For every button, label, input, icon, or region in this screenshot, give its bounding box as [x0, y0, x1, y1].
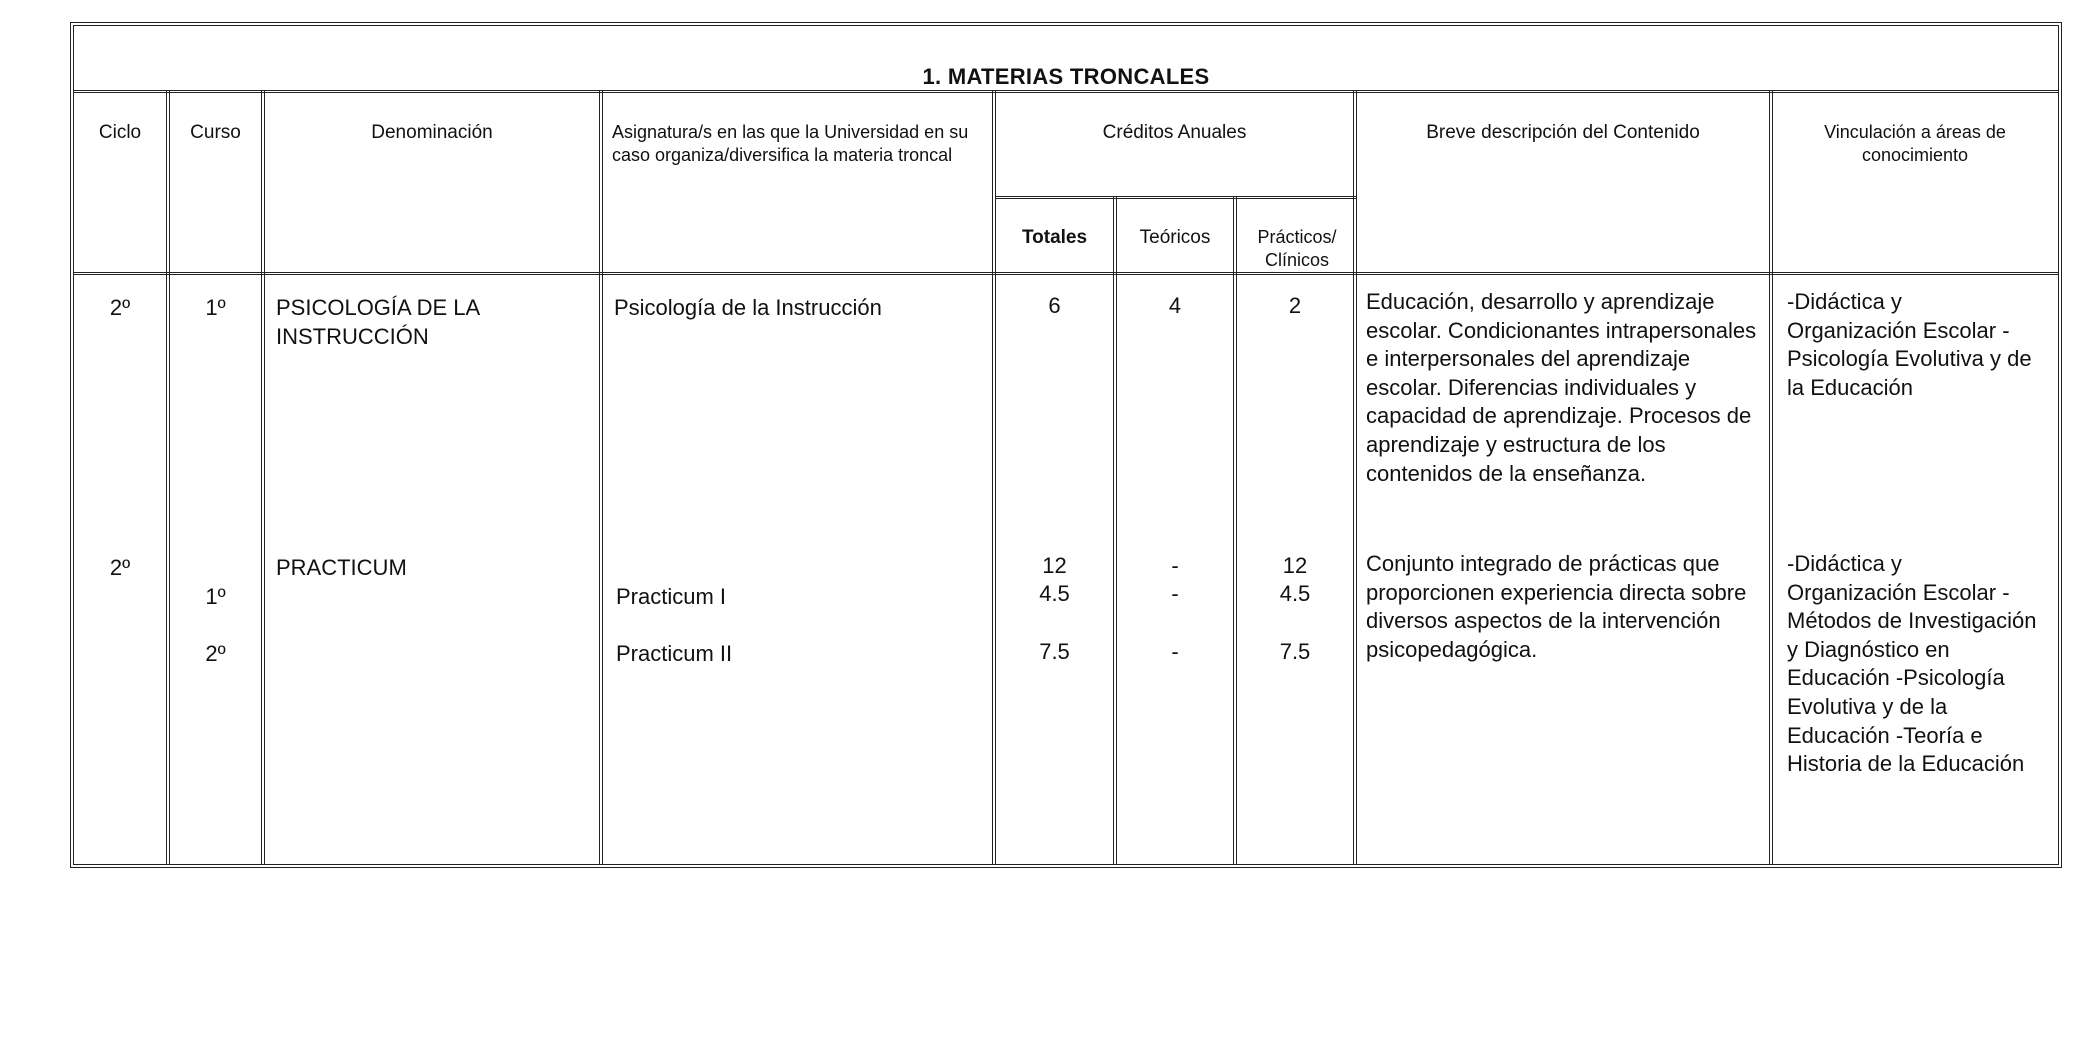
row1-vinculacion: -Didáctica y Organización Escolar -Psicología Evolutiva y de la Educación [1787, 289, 2032, 400]
header-creditos: Créditos Anuales [1102, 122, 1247, 143]
header-asignatura: Asignatura/s en las que la Universidad en su caso organiza/diversifica la materia troncal [612, 122, 969, 166]
col-rule-1 [166, 90, 170, 864]
row1-descripcion: Educación, desarrollo y aprendizaje escolar. Condicionantes intrapersonales e interpersonales del aprendizaje escolar. Diferencias individuales y capacidad de aprendizaje. Procesos de aprendizaje y estructura de los contenidos de la enseñanza. [1366, 289, 1757, 486]
row2-sub1-teoricos: - [1171, 581, 1179, 606]
row2-sub2-asignatura: Practicum II [616, 641, 733, 666]
col-rule-2 [261, 90, 265, 864]
row1-denominacion: PSICOLOGÍA DE LA INSTRUCCIÓN [276, 295, 479, 349]
header-descripcion: Breve descripción del Contenido [1426, 122, 1700, 143]
row2-ciclo: 2º [109, 555, 131, 580]
row1-ciclo: 2º [109, 295, 131, 320]
row2-practicos: 12 [1282, 553, 1308, 578]
row2-vinculacion: -Didáctica y Organización Escolar -Métodos de Investigación y Diagnóstico en Educación -Psicología Evolutiva y de la Educación -Teoría e Historia de la Educación [1787, 551, 2037, 777]
header-totales: Totales [1021, 227, 1088, 248]
row2-teoricos: - [1171, 553, 1179, 578]
header-vinculacion: Vinculación a áreas de conocimiento [1824, 122, 2006, 166]
row2-denominacion: PRACTICUM [276, 555, 407, 580]
col-rule-8 [1769, 90, 1773, 864]
row1-teoricos: 4 [1168, 293, 1182, 318]
row2-sub2-teoricos: - [1171, 639, 1179, 664]
col-rule-4 [992, 90, 996, 864]
row1-asignatura: Psicología de la Instrucción [614, 295, 882, 320]
troncales-table [70, 22, 2062, 868]
header-bottom-rule [74, 272, 2058, 275]
row2-descripcion: Conjunto integrado de prácticas que proporcionen experiencia directa sobre diversos aspectos de la intervención psicopedagógica. [1366, 551, 1747, 662]
row2-sub1-totales: 4.5 [1039, 581, 1070, 606]
header-ciclo: Ciclo [98, 122, 142, 143]
creditos-sub-rule [996, 196, 1357, 199]
row2-totales: 12 [1042, 553, 1067, 578]
row2-sub1-practicos: 4.5 [1279, 581, 1311, 606]
row2-sub2-curso: 2º [205, 641, 226, 666]
col-rule-3 [599, 90, 603, 864]
header-teoricos: Teóricos [1139, 227, 1211, 248]
table-title: 1. MATERIAS TRONCALES [922, 64, 1210, 89]
row1-curso: 1º [205, 295, 226, 320]
header-top-rule [74, 90, 2058, 93]
row2-sub2-practicos: 7.5 [1279, 639, 1311, 664]
row1-practicos: 2 [1288, 293, 1302, 318]
header-practicos: Prácticos/ Clínicos [1257, 227, 1337, 271]
col-rule-7 [1353, 90, 1357, 864]
row2-sub1-asignatura: Practicum I [616, 584, 727, 609]
header-denominacion: Denominación [371, 122, 493, 143]
header-curso: Curso [190, 122, 241, 143]
row2-sub1-curso: 1º [205, 584, 226, 609]
row1-totales: 6 [1048, 293, 1061, 318]
row2-sub2-totales: 7.5 [1039, 639, 1070, 664]
